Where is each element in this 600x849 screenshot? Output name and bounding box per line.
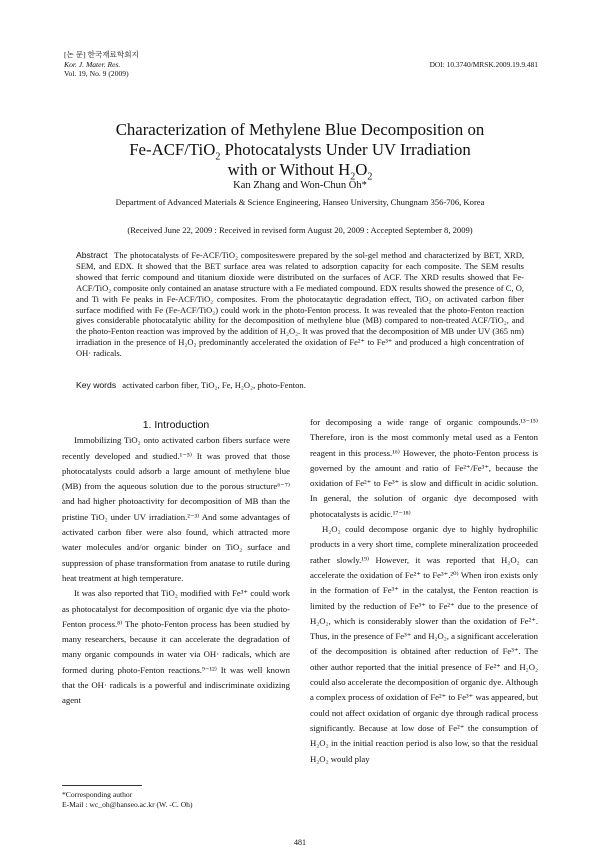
abstract xyxy=(76,250,524,359)
abstract-text: The photocatalysts of Fe-ACF/TiO₂ compositeswere prepared by the sol-gel method and characterized by BET, XRD, SEM, and EDX. It showed that the BET surface area was related to adsorption capacity for each composite. The SEM results showed that ferric compound and titanium dioxide were distributed on the surfaces of ACF. The XRD results showed that Fe-ACF/TiO₂ composite only contained an anatase structure with a Fe mediated compound. EDX results showed the presence of C, O, and Ti with Fe peaks in Fe-ACF/TiO₂ composites. From the photocataytic degradation effect, TiO₂ on activated carbon fiber surface modified with Fe (Fe-ACF/TiO₂) could work in the photo-Fenton process. It was revealed that the photo-Fenton reaction gives considerable photocatalytic ability for the decomposition of methylene blue (MB) compared to non-treated ACF/TiO₂, and the photo-Fenton reaction was improved by the addition of H₂O₂. It was proved that the decomposition of MB under UV (365 nm) irradiation in the presence of H₂O₂ predominantly accelerated the oxidation of Fe²⁺ to Fe³⁺ and produced a high concentration of OH· radicals. xyxy=(76,250,524,359)
journal-abbreviation: Kor. J. Mater. Res. xyxy=(64,59,121,69)
doi: DOI: 10.3740/MRSK.2009.19.9.481 xyxy=(429,60,538,69)
paragraph: for decomposing a wide range of organic compounds.¹³⁻¹⁵⁾ Therefore, iron is the most commonly metal used as a Fenton reagent in this process.¹⁶⁾ However, the photo-Fenton process is governed by the amount and ratio of Fe²⁺/Fe³⁺, because the oxidation of Fe²⁺ to Fe³⁺ is slow and difficult in acidic solution. In general, the solution of organic dye decomposed with photocatalysts is acidic.¹⁷⁻¹⁸⁾ xyxy=(310,417,538,519)
authors: Kan Zhang and Won-Chun Oh* xyxy=(233,180,367,191)
footnote-divider xyxy=(62,785,142,786)
left-column xyxy=(62,418,290,709)
title-line-2-a: Fe-ACF/TiO xyxy=(129,140,216,159)
keywords xyxy=(76,380,524,390)
title-line-2: Fe-ACF/TiO$_2$ Photocatalysts Under UV Irradiation xyxy=(129,140,471,163)
paragraph: H₂O₂ could decompose organic dye to highly hydrophilic products in a very short time, complete mineralization proceeded rather slowly.¹⁹⁾ However, it was reported that H₂O₂ can accelerate the oxidation of Fe²⁺ to Fe³⁺.²⁰⁾ When iron exists only in the formation of Fe³⁺ in the catalyst, the Fenton reaction is limited by the reduction of Fe³⁺ to Fe²⁺ due to the presence of H₂O₂, which is considerably slower than the oxidation of Fe²⁺. Thus, in the presence of Fe³⁺ and H₂O₂, a significant acceleration of the decomposition is obtained after reduction of Fe³⁺. The other author reported that the initial presence of Fe²⁺ and H₂O₂ could also accelerate the decomposition of organic dye. Although a complex process of oxidation of Fe²⁺ to Fe³⁺ was appeared, but could not affect oxidation of organic dye through radical process significantly. Because at low dose of Fe²⁺ the consumption of H₂O₂ in the initial reaction period is also low, so that the residual H₂O₂ would play xyxy=(310,524,538,764)
title-line-3-b: O xyxy=(355,160,368,179)
page-number: 481 xyxy=(294,838,306,847)
author-email: E-Mail : wc_oh@hanseo.ac.kr (W. -C. Oh) xyxy=(62,800,193,809)
footnote xyxy=(62,790,193,810)
keywords-label: Key words xyxy=(76,380,117,390)
corresponding-author: *Corresponding author xyxy=(62,790,133,799)
title-line-3: with or Without $H_2O_2$ xyxy=(227,160,373,183)
right-column xyxy=(310,415,538,767)
keywords-text: activated carbon fiber, TiO₂, Fe, H₂O₂, photo-Fenton. xyxy=(122,380,306,390)
received-dates: (Received June 22, 2009 : Received in revised form August 20, 2009 : Accepted September 8, 2009) xyxy=(127,225,473,235)
abstract-label: Abstract xyxy=(76,250,108,260)
title-line-1: Characterization of Methylene Blue Decomposition on xyxy=(115,120,485,139)
title-line-3-a: with or Without H xyxy=(227,160,351,179)
paragraph: It was also reported that TiO₂ modified with Fe³⁺ could work as photocatalyst for decomposition of organic dye via the photo-Fenton process.⁸⁾ The photo-Fenton process has been studied by many researchers, because it can accelerate the degradation of many organic compounds in water via OH· radicals, which are formed during photo-Fenton reactions.⁹⁻¹²⁾ It was well known that the OH· radicals is a powerful and indiscriminate oxidizing agent xyxy=(62,588,290,706)
journal-korean-name: [논 문] 한국재료학회지 xyxy=(64,50,139,59)
title-line-2-b: Photocatalysts Under UV Irradiation xyxy=(220,140,471,159)
journal-header xyxy=(64,50,139,79)
paragraph: Immobilizing TiO₂ onto activated carbon fibers surface were recently developed and studied.¹⁻⁵⁾ It was proved that those photocatalysts could adsorb a large amount of methylene blue (MB) from the aqueous solution due to the porous structure⁶⁻⁷⁾ and had higher photoactivity for decomposition of MB than the pristine TiO₂ under UV irradiation.²⁻³⁾ And some advantages of activated carbon fiber were also found, which attracted more water molecules and/or organic binder on TiO₂ surface and suppression of phase transformation from anatase to rutile during heat treatment at high temperature. xyxy=(62,435,290,583)
paper-title xyxy=(40,120,560,183)
section-title: 1. Introduction xyxy=(142,419,210,431)
affiliation: Department of Advanced Materials & Science Engineering, Hanseo University, Chungnam 356-706, Korea xyxy=(115,197,485,207)
journal-volume: Vol. 19, No. 9 (2009) xyxy=(64,69,129,79)
